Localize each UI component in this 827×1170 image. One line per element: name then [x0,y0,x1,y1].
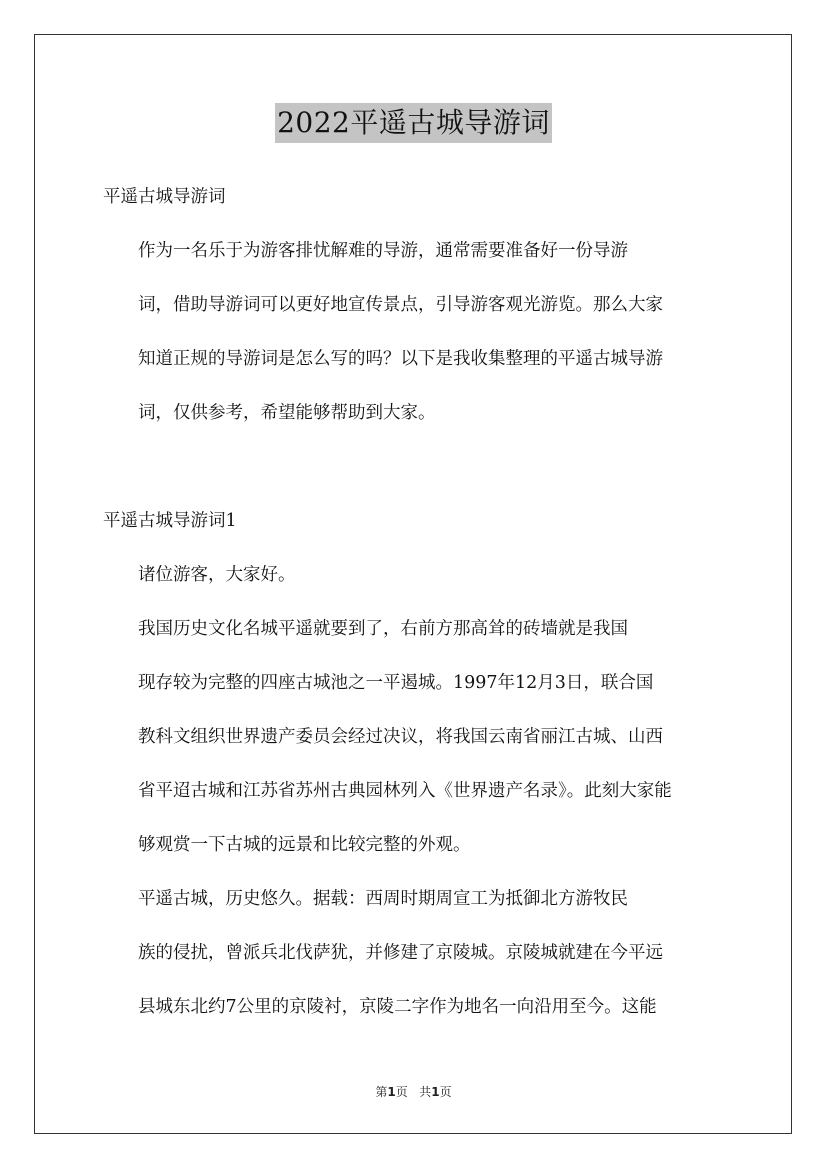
total-label-prefix: 共 [419,1085,432,1099]
page-label-suffix: 页 [395,1085,408,1099]
page-label-prefix: 第 [375,1085,388,1099]
total-pages: 1 [431,1085,440,1099]
intro-line: 词，借助导游词可以更好地宣传景点，引导游客观光游览。那么大家 [138,295,663,315]
paragraph-1 [103,602,727,872]
title-container [0,103,827,143]
intro-line: 作为一名乐于为游客排忧解难的导游，通常需要准备好一份导游 [138,241,628,261]
paragraph-line: 够观赏一下古城的远景和比较完整的外观。 [138,835,471,855]
subtitle: 平遥古城导游词 [103,187,226,207]
greeting: 诸位游客，大家好。 [138,565,296,585]
page-footer [0,1083,827,1100]
document-title: 2022平遥古城导游词 [275,103,552,143]
paragraph-2 [103,872,727,1034]
total-label-suffix: 页 [439,1085,452,1099]
intro-line: 知道正规的导游词是怎么写的吗？以下是我收集整理的平遥古城导游 [138,349,663,369]
paragraph-line: 我国历史文化名城平遥就要到了，右前方那高耸的砖墙就是我国 [138,619,628,639]
spacer [103,440,727,494]
paragraph-line: 族的侵扰，曾派兵北伐萨犹，并修建了京陵城。京陵城就建在今平远 [138,943,663,963]
paragraph-line: 平遥古城，历史悠久。据载：西周时期周宣工为抵御北方游牧民 [138,889,628,909]
intro-paragraph [103,224,727,440]
intro-line: 词，仅供参考，希望能够帮助到大家。 [138,403,436,423]
section-heading: 平遥古城导游词1 [103,511,237,531]
paragraph-line: 现存较为完整的四座古城池之一平遏城。1997年12月3日，联合国 [138,673,654,693]
document-body [103,170,727,1034]
paragraph-line: 教科文组织世界遗产委员会经过决议，将我国云南省丽江古城、山西 [138,727,663,747]
page-number: 1 [387,1085,396,1099]
paragraph-line: 省平迢古城和江苏省苏州古典园林列入《世界遗产名录》。此刻大家能 [138,781,672,801]
paragraph-line: 县城东北约7公里的京陵衬，京陵二字作为地名一向沿用至今。这能 [138,997,657,1017]
